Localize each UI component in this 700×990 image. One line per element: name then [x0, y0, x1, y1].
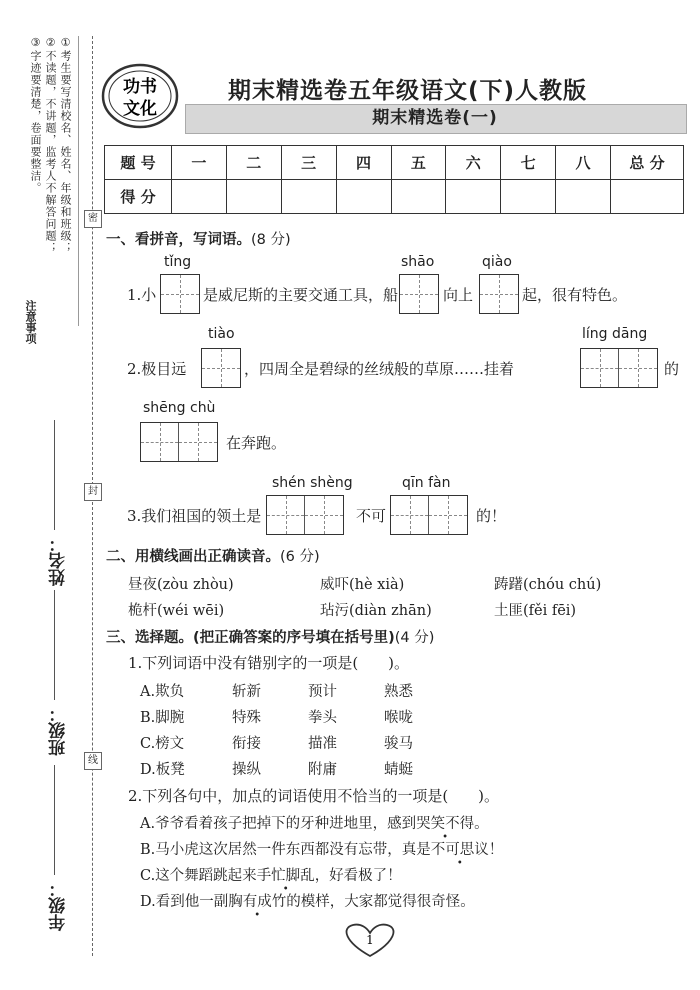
option-word: 斩新 [232, 684, 261, 700]
score-header-cell: 三 [281, 146, 336, 180]
option-word: 附庸 [308, 762, 337, 778]
section-3-title [106, 626, 434, 647]
section-1-title [106, 228, 291, 249]
answer-grid-cell[interactable] [179, 423, 217, 461]
page-number-heart [335, 920, 405, 960]
choice-option[interactable] [140, 890, 475, 911]
answer-grid-cell[interactable] [400, 275, 438, 313]
answer-grid[interactable] [390, 495, 468, 535]
choice-option[interactable] [140, 864, 402, 885]
answer-grid[interactable] [266, 495, 344, 535]
pinyin: líng dāng [582, 326, 648, 342]
answer-grid-cell[interactable] [202, 349, 240, 387]
pinyin: tǐng [164, 254, 192, 270]
pinyin: tiào [208, 326, 235, 342]
option-word: 喉咙 [384, 710, 413, 726]
score-cell[interactable] [226, 180, 281, 214]
dotted-phrase: 哭笑不得 [416, 816, 475, 832]
score-cell[interactable] [172, 180, 227, 214]
page-title: 期末精选卷五年级语文(下)人教版 [228, 78, 588, 104]
grade-label: 年级： [49, 880, 69, 931]
question-text: 向上 [443, 286, 474, 304]
option-word: 拳头 [308, 710, 337, 726]
score-cell[interactable] [556, 180, 611, 214]
answer-grid[interactable] [201, 348, 241, 388]
exam-notes [14, 36, 79, 326]
answer-grid-cell[interactable] [161, 275, 199, 313]
answer-grid[interactable] [140, 422, 218, 462]
score-cell[interactable] [611, 180, 684, 214]
option-word: 骏马 [384, 736, 413, 752]
section-3-title-text: 三、选择题。(把正确答案的序号填在括号里) [106, 630, 395, 646]
score-cell[interactable] [336, 180, 391, 214]
logo-text-top: 功书 [123, 77, 157, 97]
option-text: C.这个舞蹈跳起来 [140, 868, 257, 884]
question-text: 起，很有特色。 [522, 286, 628, 304]
answer-grid-cell[interactable] [305, 496, 343, 534]
class-field[interactable] [54, 590, 55, 700]
choice-option[interactable]: A.欺负 [140, 684, 185, 700]
choice-question-stem: 1.下列词语中没有错别字的一项是( )。 [128, 654, 410, 672]
publisher-logo [100, 60, 180, 130]
section-1-title-text: 一、看拼音，写词语。 [106, 232, 251, 248]
answer-grid[interactable] [479, 274, 519, 314]
pinyin: shén shèng [272, 475, 353, 491]
score-cell[interactable] [446, 180, 501, 214]
score-cell[interactable] [391, 180, 446, 214]
score-header-cell: 总 分 [611, 146, 684, 180]
seal-mark-mi: 密 [84, 210, 102, 228]
question-text: 的！ [476, 507, 507, 525]
choice-option[interactable]: C.榜文 [140, 736, 185, 752]
section-2-points: (6 分) [280, 549, 320, 565]
grade-field[interactable] [54, 765, 55, 875]
seal-mark-feng: 封 [84, 483, 102, 501]
note-3: ③字迹要清楚，卷面要整洁。 [29, 36, 42, 194]
note-1: ①考生要写清校名、姓名、年级和班级； [59, 36, 72, 254]
choice-question-stem: 2.下列各句中，加点的词语使用不恰当的一项是( )。 [128, 787, 500, 805]
question-text: 1.小 [127, 286, 157, 304]
question-text: 不可 [356, 507, 387, 525]
pronunciation-item[interactable]: 昼夜(zòu zhòu) [128, 577, 234, 593]
pinyin: qiào [482, 254, 512, 270]
question-text: 2.极目远 [127, 360, 187, 378]
section-1-points: (8 分) [251, 232, 291, 248]
answer-grid-cell[interactable] [267, 496, 305, 534]
answer-grid[interactable] [580, 348, 658, 388]
name-field[interactable] [54, 420, 55, 530]
page-number: 1 [366, 933, 374, 947]
option-text: ，好看极了！ [314, 868, 402, 884]
pinyin: shāo [401, 254, 435, 270]
score-table [104, 145, 684, 214]
dotted-phrase: 胸有成竹 [228, 894, 287, 910]
option-word: 特殊 [232, 710, 261, 726]
note-2: ②不读题，不讲题，监考人不解答问题； [44, 36, 57, 254]
pronunciation-item[interactable]: 踌躇(chóu chú) [494, 577, 602, 593]
score-table-score-row [105, 180, 684, 214]
answer-grid-cell[interactable] [429, 496, 467, 534]
logo-text-bottom: 文化 [123, 99, 157, 119]
pronunciation-item[interactable]: 威吓(hè xià) [320, 577, 405, 593]
option-word: 描准 [308, 736, 337, 752]
answer-grid-cell[interactable] [619, 349, 657, 387]
score-header-cell: 六 [446, 146, 501, 180]
question-text: 的 [664, 360, 680, 378]
option-text: 。 [474, 816, 489, 832]
option-text: A.爷爷看着孩子把掉下的牙种进地里，感到 [140, 816, 417, 832]
option-text: 的模样，大家都觉得很奇怪。 [286, 894, 475, 910]
choice-option[interactable] [140, 812, 489, 833]
option-word: 衔接 [232, 736, 261, 752]
pronunciation-item[interactable]: 桅杆(wéi wēi) [128, 603, 225, 619]
answer-grid-cell[interactable] [391, 496, 429, 534]
question-text: 3.我们祖国的领土是 [127, 507, 262, 525]
section-2-title [106, 545, 320, 566]
score-cell[interactable] [501, 180, 556, 214]
choice-option[interactable]: D.板凳 [140, 762, 185, 778]
section-2-title-text: 二、用横线画出正确读音。 [106, 549, 280, 565]
pinyin: qīn fàn [402, 475, 451, 491]
score-header-cell: 题 号 [105, 146, 172, 180]
seal-mark-xian: 线 [84, 752, 102, 770]
option-text: ！ [488, 842, 504, 858]
option-word: 预计 [308, 684, 337, 700]
name-label: 姓名： [49, 535, 69, 586]
option-word: 操纵 [232, 762, 261, 778]
score-row-label: 得 分 [105, 180, 172, 214]
option-word: 熟悉 [384, 684, 413, 700]
score-header-cell: 七 [501, 146, 556, 180]
choice-option[interactable]: B.脚腕 [140, 710, 185, 726]
answer-grid[interactable] [399, 274, 439, 314]
score-header-cell: 八 [556, 146, 611, 180]
notes-label: 注意事项 [24, 300, 37, 344]
answer-grid-cell[interactable] [141, 423, 179, 461]
answer-grid[interactable] [160, 274, 200, 314]
score-table-header-row [105, 146, 684, 180]
option-word: 蜻蜓 [384, 762, 413, 778]
pinyin: shēng chù [143, 400, 216, 416]
choice-option[interactable] [140, 838, 503, 859]
class-label: 班级： [49, 705, 69, 756]
dotted-phrase: 不可思议 [430, 842, 489, 858]
section-3-points: (4 分) [394, 630, 435, 646]
score-header-cell: 四 [336, 146, 391, 180]
question-text: ，四周全是碧绿的丝绒般的草原……挂着 [244, 360, 515, 378]
answer-grid-cell[interactable] [581, 349, 619, 387]
score-header-cell: 二 [226, 146, 281, 180]
question-text: 在奔跑。 [226, 434, 287, 452]
score-header-cell: 一 [172, 146, 227, 180]
answer-grid-cell[interactable] [480, 275, 518, 313]
option-text: B.马小虎这次居然一件东西都没有忘带，真是 [140, 842, 431, 858]
score-header-cell: 五 [391, 146, 446, 180]
pronunciation-item[interactable]: 土匪(fěi fēi) [494, 603, 577, 619]
dotted-phrase: 手忙脚乱 [256, 868, 315, 884]
option-text: D.看到他一副 [140, 894, 229, 910]
question-text: 是威尼斯的主要交通工具，船 [203, 286, 399, 304]
paper-subtitle: 期末精选卷(一) [372, 108, 498, 128]
score-cell[interactable] [281, 180, 336, 214]
pronunciation-item[interactable]: 玷污(diàn zhān) [320, 603, 432, 619]
